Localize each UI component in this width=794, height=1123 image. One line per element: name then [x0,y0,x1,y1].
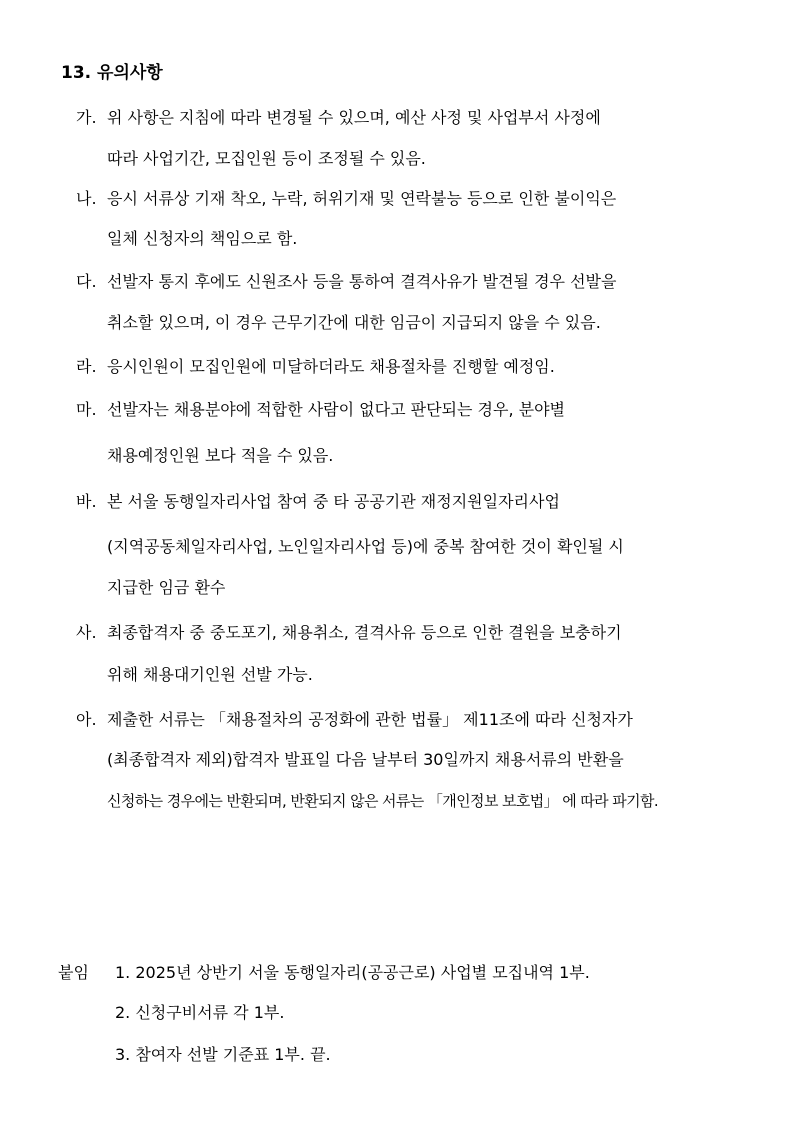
item-label: 마. [76,400,97,419]
item-label: 사. [76,623,97,642]
item-text: 본 서울 동행일자리사업 참여 중 타 공공기관 재정지원일자리사업 [107,492,560,511]
item-text: 위 사항은 지침에 따라 변경될 수 있으며, 예산 사정 및 사업부서 사정에 [107,108,601,127]
item-label: 바. [76,492,97,511]
attachment-entry: 1. 2025년 상반기 서울 동행일자리(공공근로) 사업별 모집내역 1부. [115,963,590,982]
item-text: 신청하는 경우에는 반환되며, 반환되지 않은 서류는 「개인정보 보호법」 에 따라 파기함. [107,792,659,810]
item-text: 응시인원이 모집인원에 미달하더라도 채용절차를 진행할 예정임. [107,357,555,376]
item-text: 선발자는 채용분야에 적합한 사람이 없다고 판단되는 경우, 분야별 [107,400,566,419]
item-text: 채용예정인원 보다 적을 수 있음. [107,446,334,465]
item-text: 일체 신청자의 책임으로 함. [107,229,298,248]
item-text: 따라 사업기간, 모집인원 등이 조정될 수 있음. [107,149,426,168]
item-text: 제출한 서류는 「채용절차의 공정화에 관한 법률」 제11조에 따라 신청자가 [107,710,633,729]
section-heading: 13. 유의사항 [61,63,163,83]
item-text: 응시 서류상 기재 착오, 누락, 허위기재 및 연락불능 등으로 인한 불이익은 [107,189,617,208]
item-text: 지급한 임금 환수 [107,578,226,597]
item-label: 라. [76,357,97,376]
item-label: 다. [76,272,97,291]
attachment-entry: 3. 참여자 선발 기준표 1부. 끝. [115,1045,331,1064]
attachment-entry: 2. 신청구비서류 각 1부. [115,1003,285,1022]
item-text: (지역공동체일자리사업, 노인일자리사업 등)에 중복 참여한 것이 확인될 시 [107,537,624,556]
item-text: 최종합격자 중 중도포기, 채용취소, 결격사유 등으로 인한 결원을 보충하기 [107,623,622,642]
item-label: 아. [76,710,97,729]
item-text: 취소할 있으며, 이 경우 근무기간에 대한 임금이 지급되지 않을 수 있음. [107,313,601,332]
item-text: (최종합격자 제외)합격자 발표일 다음 날부터 30일까지 채용서류의 반환을 [107,750,624,769]
item-label: 나. [76,189,97,208]
item-text: 위해 채용대기인원 선발 가능. [107,665,313,684]
attachments-label: 붙임 [58,963,89,982]
item-label: 가. [76,108,97,127]
item-text: 선발자 통지 후에도 신원조사 등을 통하여 결격사유가 발견될 경우 선발을 [107,272,617,291]
